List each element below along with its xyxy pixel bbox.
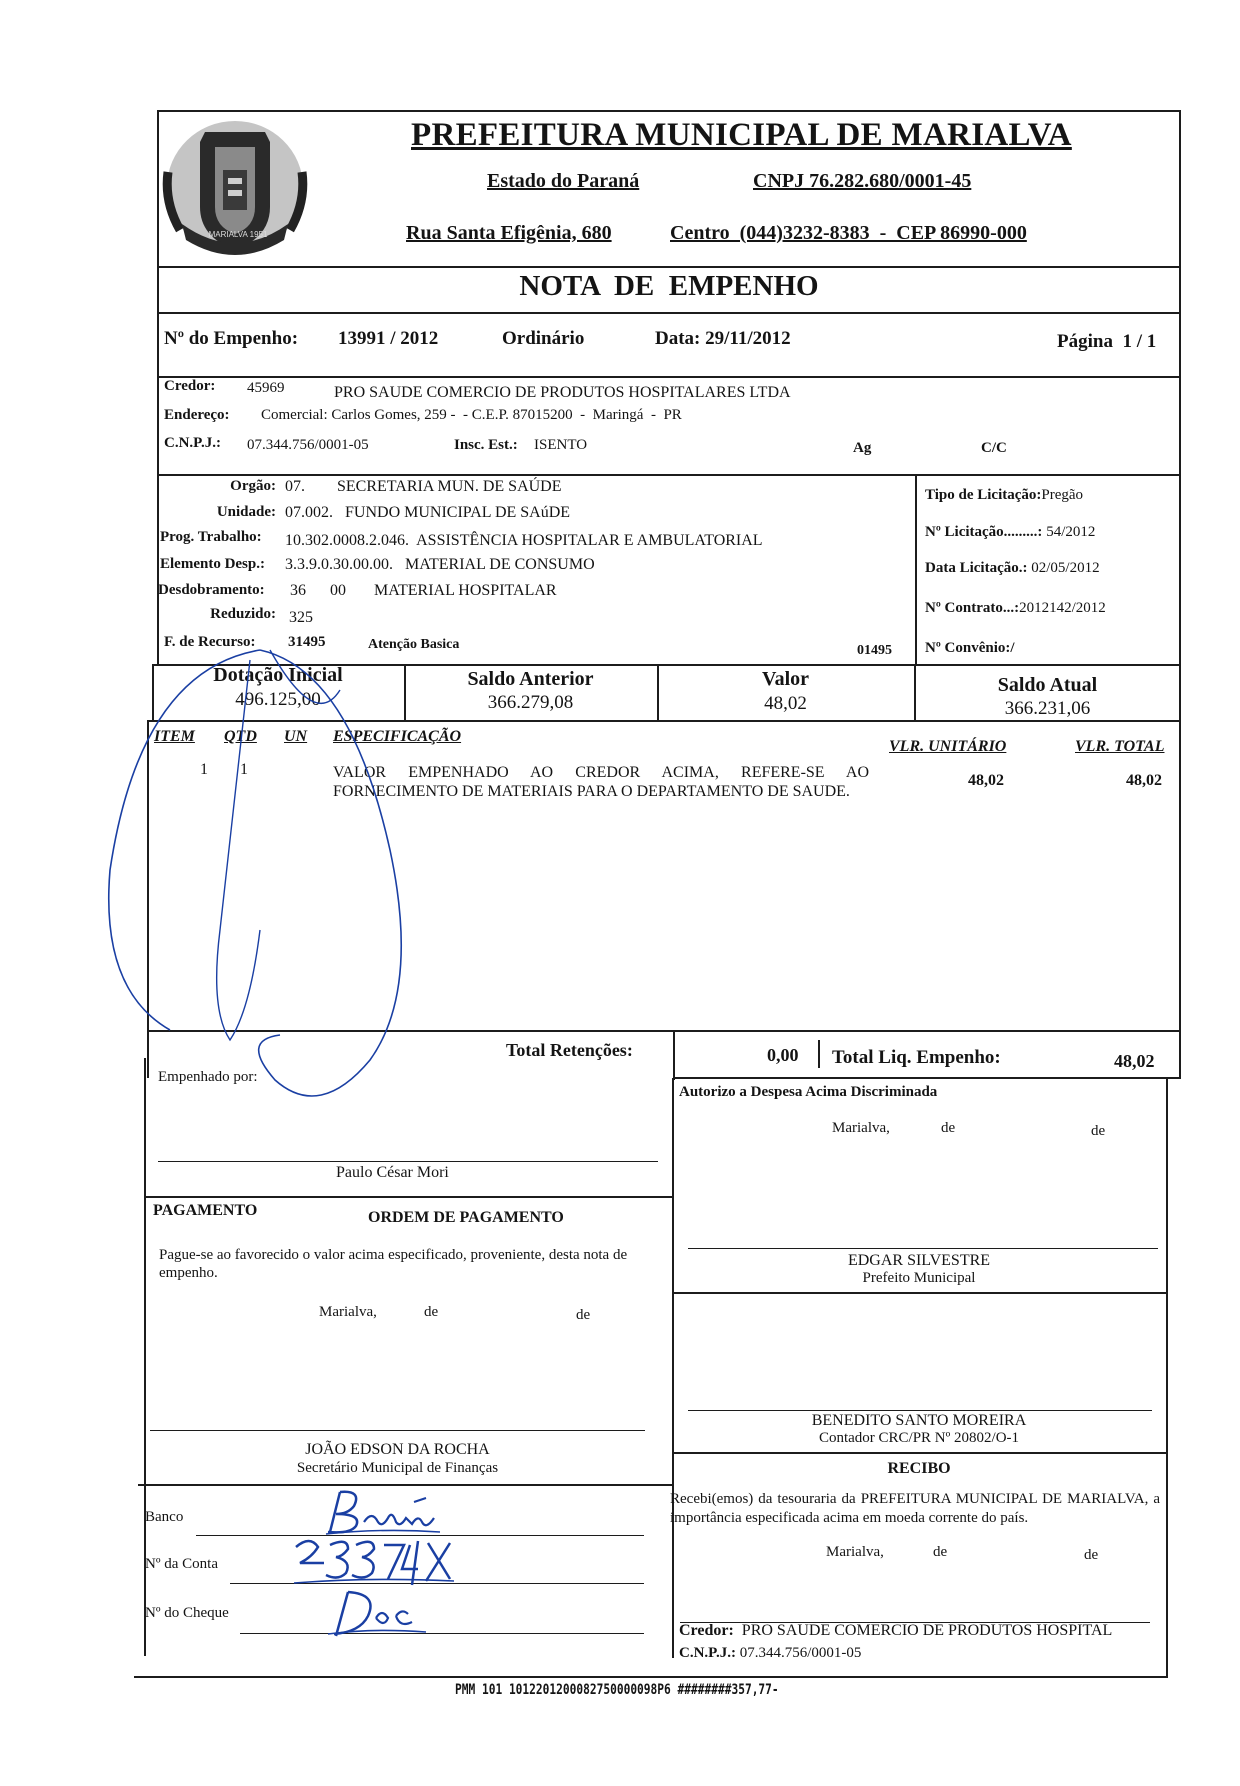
elemento-label: Elemento Desp.: — [160, 556, 265, 572]
num-contrato-value: 2012142/2012 — [1019, 600, 1106, 616]
doc-title: NOTA DE EMPENHO — [519, 270, 819, 302]
empenho-number: 13991 / 2012 — [338, 328, 439, 349]
data-licitacao-label: Data Licitação.: — [925, 560, 1028, 576]
budget-divider — [915, 474, 917, 666]
bottom-border — [134, 1676, 1168, 1678]
secretario-role: Secretário Municipal de Finanças — [296, 1460, 499, 1476]
empenho-type: Ordinário — [502, 328, 585, 349]
reduzido-value: 325 — [289, 609, 313, 626]
desdobramento-label: Desdobramento: — [158, 582, 265, 598]
dotacao-value: 496.125,00 — [235, 689, 321, 710]
saldo-atual-label: Saldo Atual — [997, 674, 1098, 696]
city-hall-cnpj: CNPJ 76.282.680/0001-45 — [753, 170, 972, 192]
ordem-pagamento-label: ORDEM DE PAGAMENTO — [368, 1209, 564, 1226]
recibo-top-line — [672, 1452, 1166, 1454]
pague-text: Pague-se ao favorecido o valor acima especificado, proveniente, desta nota de empenho. — [159, 1247, 628, 1281]
liq-empenho-label: Total Liq. Empenho: — [832, 1047, 1001, 1068]
credor-code: 45969 — [247, 380, 285, 396]
credor-name: PRO SAUDE COMERCIO DE PRODUTOS HOSPITALARES LTDA — [334, 384, 791, 401]
recurso-right-code: 01495 — [857, 643, 892, 658]
item-unit-value: 48,02 — [968, 772, 1004, 789]
pagamento-place: Marialva, — [319, 1304, 377, 1320]
num-convenio-label: Nº Convênio:/ — [925, 640, 1015, 656]
saldo-anterior-label: Saldo Anterior — [467, 668, 594, 690]
tipo-licitacao-value: Pregão — [1041, 487, 1084, 503]
city-hall-title: PREFEITURA MUNICIPAL DE MARIALVA — [411, 117, 1072, 153]
secretario-name: JOÃO EDSON DA ROCHA — [305, 1441, 490, 1458]
city-crest-seal — [160, 112, 310, 262]
prefeito-name: EDGAR SILVESTRE — [847, 1252, 991, 1269]
recurso-code: 31495 — [288, 634, 326, 650]
recibo-de-1: de — [933, 1544, 948, 1560]
autorizo-place: Marialva, — [832, 1120, 890, 1136]
prefeito-role: Prefeito Municipal — [862, 1270, 976, 1286]
col-header-unit-value: VLR. UNITÁRIO — [889, 738, 1007, 755]
banco-handwriting — [322, 1488, 452, 1538]
recibo-credor-name: PRO SAUDE COMERCIO DE PRODUTOS HOSPITAL — [741, 1622, 1113, 1639]
retencoes-value: 0,00 — [767, 1045, 799, 1065]
banco-top-line — [138, 1484, 672, 1486]
reduzido-label: Reduzido: — [210, 606, 276, 622]
autorizo-de-2: de — [1091, 1123, 1106, 1139]
street-address: Rua Santa Efigênia, 680 — [406, 222, 612, 244]
item-qty: 1 — [240, 761, 248, 778]
orgao-label: Orgão: — [230, 478, 276, 494]
unidade-value: 07.002. FUNDO MUNICIPAL DE SAúDE — [285, 504, 571, 521]
endereco-value: Comercial: Carlos Gomes, 259 - - C.E.P. 87015200 - Maringá - PR — [261, 407, 682, 423]
insc-value: ISENTO — [534, 437, 588, 453]
prefeito-signature-line — [688, 1248, 1158, 1249]
recibo-credor-label: Credor: — [679, 1622, 734, 1639]
insc-label: Insc. Est.: — [454, 437, 518, 453]
unidade-label: Unidade: — [216, 504, 276, 520]
saldo-atual-value: 366.231,06 — [1004, 698, 1091, 719]
dotacao-label: Dotação Inicial — [213, 664, 343, 686]
recibo-text: Recebi(emos) da tesouraria da PREFEITURA MUNICIPAL DE MARIALVA, a importância especificada acima em moeda corrente do país. — [670, 1491, 1160, 1526]
page-number: Página 1 / 1 — [1057, 331, 1157, 352]
cheque-label: Nº do Cheque — [145, 1605, 229, 1621]
col-header-spec: ESPECIFICAÇÃO — [333, 728, 462, 745]
contador-top-line — [672, 1292, 1166, 1294]
pagamento-de-2: de — [576, 1307, 591, 1323]
empenho-number-label: Nº do Empenho: — [164, 328, 299, 349]
data-licitacao-value: 02/05/2012 — [1031, 560, 1100, 576]
recibo-credor — [679, 1622, 1112, 1640]
cheque-field-line — [240, 1633, 644, 1634]
data-licitacao — [925, 560, 1100, 577]
col-header-un: UN — [284, 728, 308, 745]
contador-signature-line — [688, 1410, 1152, 1411]
recibo-title: RECIBO — [887, 1460, 951, 1477]
credor-label: Credor: — [164, 378, 216, 394]
crest-lettering: MARIALVA 1951 — [208, 230, 268, 239]
retencoes-label: Total Retenções: — [506, 1040, 633, 1060]
cnpj-label: C.N.P.J.: — [164, 435, 221, 451]
col-header-item: ITEM — [154, 728, 195, 745]
footer-code: PMM 101 1012201200082750000098P6 ########357,77- — [455, 1682, 779, 1698]
desdobramento-value: 36 00 MATERIAL HOSPITALAR — [290, 582, 557, 599]
recurso-name: Atenção Basica — [368, 637, 460, 652]
cc-label: C/C — [981, 440, 1007, 456]
saldo-anterior-value: 366.279,08 — [487, 692, 574, 713]
totals-divider-1 — [673, 1030, 675, 1080]
recibo-cnpj — [679, 1645, 861, 1662]
item-specification: VALOR EMPENHADO AO CREDOR ACIMA, REFERE-SE AO FORNECIMENTO DE MATERIAIS PARA O DEPARTAMENTO DE SAUDE. — [333, 764, 869, 800]
pagamento-top-line — [144, 1196, 672, 1198]
prog-trabalho-value: 10.302.0008.2.046. ASSISTÊNCIA HOSPITALAR E AMBULATORIAL — [285, 532, 763, 549]
item-total-value: 48,02 — [1126, 772, 1162, 789]
col-header-total-value: VLR. TOTAL — [1075, 738, 1165, 755]
pagamento-de-1: de — [424, 1304, 439, 1320]
contact-line: Centro (044)3232-8383 - CEP 86990-000 — [670, 222, 1027, 244]
orgao-value: 07. SECRETARIA MUN. DE SAÚDE — [285, 478, 562, 495]
empenhado-signature-line — [158, 1161, 658, 1162]
col-header-qtd: QTD — [224, 728, 257, 745]
autorizo-de-1: de — [941, 1120, 956, 1136]
banco-label: Banco — [145, 1509, 184, 1525]
contador-role: Contador CRC/PR Nº 20802/O-1 — [818, 1430, 1020, 1446]
recurso-label: F. de Recurso: — [164, 634, 256, 650]
num-licitacao-label: Nº Licitação.........: — [925, 524, 1043, 540]
recibo-place: Marialva, — [826, 1544, 884, 1560]
endereco-label: Endereço: — [164, 407, 230, 423]
num-licitacao-value: 54/2012 — [1046, 524, 1096, 540]
empenhado-label: Empenhado por: — [158, 1069, 258, 1085]
recibo-de-2: de — [1084, 1547, 1099, 1563]
empenho-date: Data: 29/11/2012 — [655, 328, 791, 349]
state-name: Estado do Paraná — [487, 170, 640, 192]
cheque-handwriting — [322, 1588, 432, 1638]
valor-label: Valor — [761, 668, 810, 690]
pagamento-label: PAGAMENTO — [153, 1202, 258, 1219]
num-contrato-label: Nº Contrato...: — [925, 600, 1020, 616]
tipo-licitacao — [925, 487, 1083, 504]
totals-divider-2 — [818, 1040, 820, 1068]
num-contrato — [925, 600, 1106, 617]
recibo-cnpj-label: C.N.P.J.: — [679, 1645, 736, 1661]
lower-right-border — [1166, 1078, 1168, 1676]
prog-trabalho-label: Prog. Trabalho: — [160, 529, 262, 545]
conta-label: Nº da Conta — [145, 1556, 218, 1572]
recibo-cnpj-value: 07.344.756/0001-05 — [739, 1645, 862, 1661]
lower-center-divider — [672, 1078, 674, 1658]
contador-name: BENEDITO SANTO MOREIRA — [811, 1412, 1027, 1429]
tipo-licitacao-label: Tipo de Licitação: — [925, 487, 1042, 503]
valor-value: 48,02 — [764, 693, 807, 714]
liq-empenho-value: 48,02 — [1114, 1051, 1155, 1071]
ag-label: Ag — [853, 440, 872, 456]
empenhado-name: Paulo César Mori — [336, 1164, 449, 1181]
num-licitacao — [925, 524, 1095, 541]
item-number: 1 — [200, 761, 208, 778]
pen-signature-stroke — [100, 630, 480, 1150]
autorizo-text: Autorizo a Despesa Acima Discriminada — [679, 1084, 938, 1100]
creditor-cnpj: 07.344.756/0001-05 — [247, 437, 369, 453]
lower-top-line-right — [673, 1077, 1181, 1079]
secretario-signature-line — [150, 1430, 645, 1431]
conta-handwriting — [290, 1535, 460, 1590]
elemento-value: 3.3.9.0.30.00.00. MATERIAL DE CONSUMO — [285, 556, 595, 573]
